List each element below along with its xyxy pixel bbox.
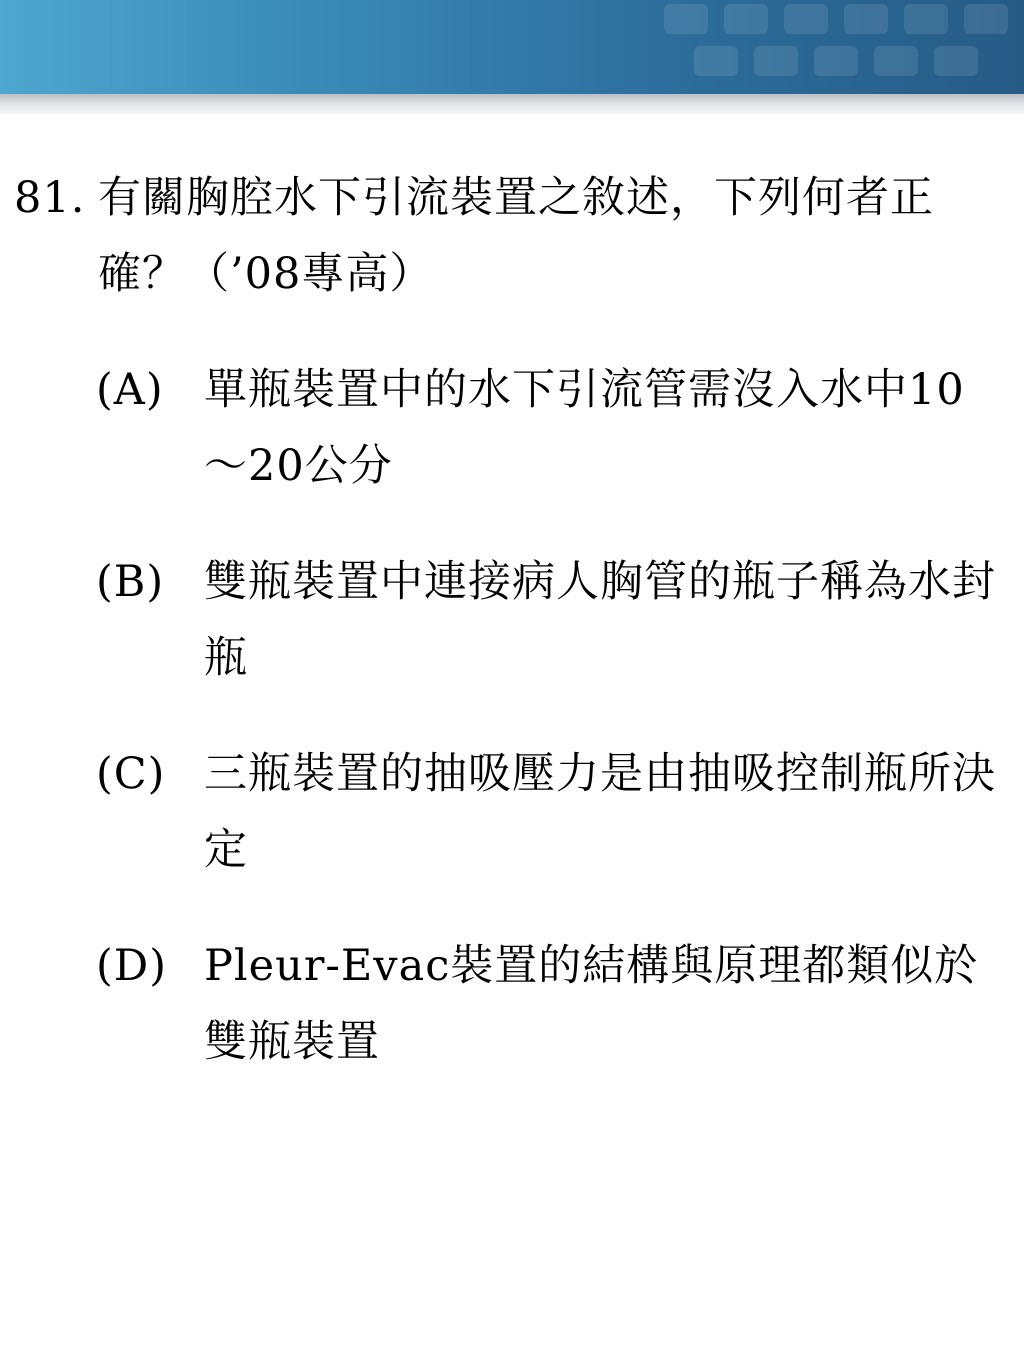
option-b bbox=[96, 544, 996, 696]
option-letter: (B) bbox=[96, 557, 165, 607]
option-text: Pleur-Evac裝置的結構與原理都類似於雙瓶裝置 bbox=[204, 941, 979, 1067]
question bbox=[14, 160, 1004, 312]
option-text: 三瓶裝置的抽吸壓力是由抽吸控制瓶所決定 bbox=[204, 749, 996, 875]
option-c bbox=[96, 736, 996, 888]
option-letter: (D) bbox=[96, 941, 168, 991]
header-banner bbox=[0, 0, 1024, 94]
option-letter: (A) bbox=[96, 365, 164, 415]
banner-tile-pattern bbox=[644, 0, 1024, 94]
option-d bbox=[96, 928, 996, 1080]
slide-content bbox=[0, 160, 1024, 1080]
option-letter: (C) bbox=[96, 749, 166, 799]
question-number: 81. bbox=[14, 173, 86, 223]
question-text: 有關胸腔水下引流裝置之敘述，下列何者正確？（’08專高） bbox=[98, 173, 934, 299]
header-shadow bbox=[0, 94, 1024, 114]
option-text: 雙瓶裝置中連接病人胸管的瓶子稱為水封瓶 bbox=[204, 557, 996, 683]
option-a bbox=[96, 352, 996, 504]
option-text: 單瓶裝置中的水下引流管需沒入水中10～20公分 bbox=[204, 365, 965, 491]
